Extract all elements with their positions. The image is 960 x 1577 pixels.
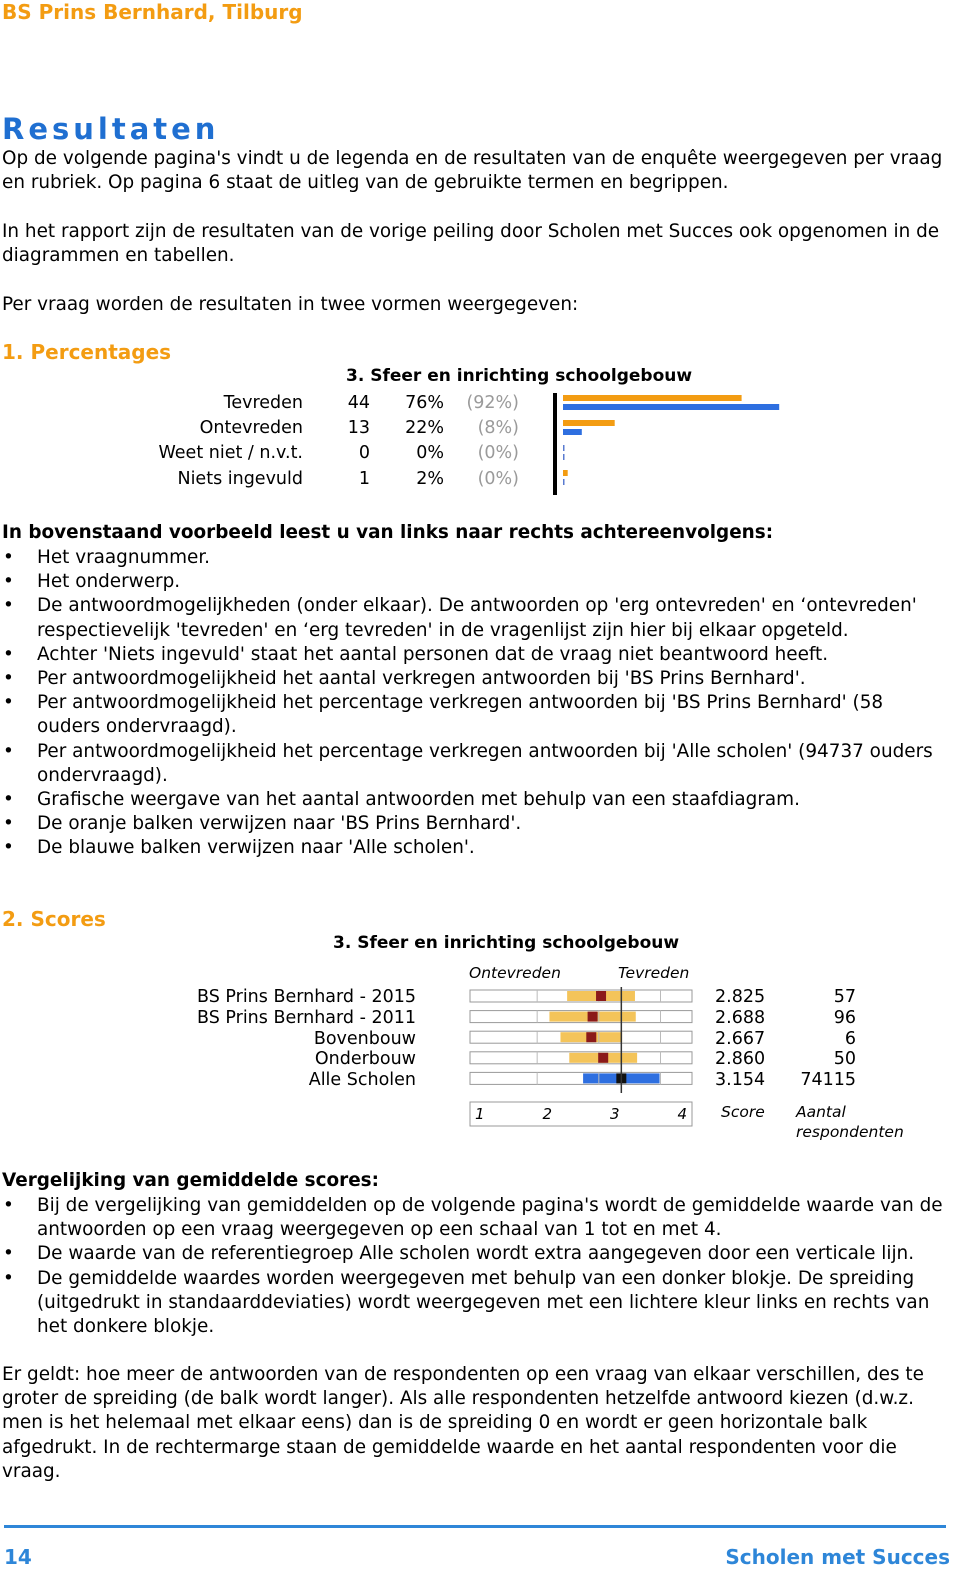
- list-item: • De gemiddelde waardes worden weergegeven met behulp van een donker blokje. De spreiding (uitgedrukt in standaarddeviaties) wordt weergegeven met een lichtere kleur links en rechts van het donkere blokje.: [0, 1267, 950, 1340]
- list-item: • Het vraagnummer.: [0, 546, 950, 570]
- explain-heading: In bovenstaand voorbeeld leest u van links naar rechts achtereenvolgens:: [2, 522, 774, 543]
- respondent-count: 6: [844, 1029, 856, 1049]
- list-item: • De oranje balken verwijzen naar 'BS Prins Bernhard'.: [0, 812, 950, 836]
- reference-percentage: (8%): [477, 418, 519, 438]
- bar-all-schools: [563, 479, 565, 485]
- compare-list: [0, 1194, 950, 1339]
- percentage-chart-title: 3. Sfeer en inrichting schoolgebouw: [346, 366, 693, 386]
- percentage-value: 0%: [416, 443, 444, 463]
- category-label: Ontevreden: [199, 418, 303, 438]
- mean-marker: [588, 1012, 598, 1022]
- respondent-count: 96: [833, 1008, 856, 1028]
- count-value: 1: [358, 469, 370, 489]
- list-item: • Per antwoordmogelijkheid het aantal verkregen antwoorden bij 'BS Prins Bernhard'.: [0, 667, 950, 691]
- percentage-value: 76%: [405, 393, 444, 413]
- score-value: 2.667: [715, 1029, 766, 1049]
- closing-paragraph: Er geldt: hoe meer de antwoorden van de respondenten op een vraag van elkaar verschillen, des te groter de spreiding (de balk wordt langer). Als alle respondenten hetzelfde antwoord kiezen (d.w.z. men is het helemaal met elkaar eens) dan is de spreiding 0 en wordt er geen horizontale balk afgedrukt. In de rechtermarge staan de gemiddelde waarde en het aantal respondenten voor die vraag.: [2, 1364, 924, 1482]
- count-value: 44: [347, 393, 370, 413]
- list-item: • Per antwoordmogelijkheid het percentage verkregen antwoorden bij 'Alle scholen' (94737 ouders ondervraagd).: [0, 740, 950, 788]
- category-label: Niets ingevuld: [177, 469, 303, 489]
- respondents-header-line2: respondenten: [796, 1123, 904, 1141]
- mean-marker: [596, 991, 606, 1001]
- score-value: 2.860: [715, 1049, 766, 1069]
- respondent-count: 74115: [800, 1070, 856, 1090]
- count-value: 13: [347, 418, 370, 438]
- mean-marker: [598, 1053, 608, 1063]
- score-row-label: Onderbouw: [314, 1049, 416, 1069]
- bar-all-schools: [563, 429, 582, 435]
- respondent-count: 50: [833, 1049, 856, 1069]
- percentage-value: 2%: [416, 469, 444, 489]
- school-name-header: BS Prins Bernhard, Tilburg: [2, 0, 303, 24]
- reference-percentage: (92%): [466, 393, 519, 413]
- section-scores-heading: 2. Scores: [2, 907, 106, 931]
- axis-tick-label: 2: [542, 1105, 553, 1123]
- list-item: • De waarde van de referentiegroep Alle scholen wordt extra aangegeven door een verticale lijn.: [0, 1242, 950, 1266]
- axis-tick-label: 4: [677, 1105, 688, 1123]
- intro-paragraph-1: Op de volgende pagina's vindt u de legenda en de resultaten van de enquête weergegeven per vraag en rubriek. Op pagina 6 staat de uitleg van de gebruikte termen en begrippen.: [2, 148, 943, 194]
- list-item: • De blauwe balken verwijzen naar 'Alle scholen'.: [0, 836, 950, 860]
- category-label: Weet niet / n.v.t.: [158, 443, 303, 463]
- list-item: • Per antwoordmogelijkheid het percentage verkregen antwoorden bij 'BS Prins Bernhard' (58 ouders ondervraagd).: [0, 691, 950, 739]
- scale-left-label: Ontevreden: [469, 964, 561, 982]
- intro-paragraph-2: In het rapport zijn de resultaten van de vorige peiling door Scholen met Succes ook opgenomen in de diagrammen en tabellen.: [2, 221, 940, 267]
- respondents-header-line1: Aantal: [796, 1103, 846, 1121]
- percentage-value: 22%: [405, 418, 444, 438]
- score-row-label: BS Prins Bernhard - 2015: [197, 987, 416, 1007]
- bar-school: [563, 445, 565, 451]
- axis-tick-label: 3: [610, 1105, 620, 1123]
- score-value: 2.825: [715, 987, 766, 1007]
- score-bar-chart: [465, 985, 700, 1130]
- axis-line: [553, 393, 557, 495]
- list-item: • Grafische weergave van het aantal antwoorden met behulp van een staafdiagram.: [0, 788, 950, 812]
- page-title: Resultaten: [2, 112, 220, 146]
- compare-heading: Vergelijking van gemiddelde scores:: [2, 1170, 379, 1191]
- bar-school: [563, 420, 615, 426]
- category-label: Tevreden: [223, 393, 303, 413]
- reference-percentage: (0%): [477, 443, 519, 463]
- list-item: • Achter 'Niets ingevuld' staat het aantal personen dat de vraag niet beantwoord heeft.: [0, 643, 950, 667]
- mean-marker: [586, 1032, 596, 1042]
- footer-brand: Scholen met Succes: [725, 1545, 950, 1569]
- score-value: 3.154: [715, 1070, 766, 1090]
- bar-school: [563, 470, 568, 476]
- section-percentages-heading: 1. Percentages: [2, 340, 172, 364]
- reference-percentage: (0%): [477, 469, 519, 489]
- list-item: • Bij de vergelijking van gemiddelden op de volgende pagina's wordt de gemiddelde waarde van de antwoorden op een vraag weergegeven op een schaal van 1 tot en met 4.: [0, 1194, 950, 1242]
- bar-school: [563, 395, 742, 401]
- list-item: • Het onderwerp.: [0, 570, 950, 594]
- list-item: • De antwoordmogelijkheden (onder elkaar). De antwoorden op 'erg ontevreden' en ‘ontevreden' respectievelijk 'tevreden' en ‘erg tevreden' in de vragenlijst zijn hier bij elkaar opgeteld.: [0, 594, 950, 642]
- axis-tick-label: 1: [475, 1105, 485, 1123]
- score-chart-title: 3. Sfeer en inrichting schoolgebouw: [333, 933, 680, 953]
- page-number: 14: [4, 1545, 32, 1569]
- score-row-label: Bovenbouw: [313, 1029, 416, 1049]
- score-row-label: BS Prins Bernhard - 2011: [197, 1008, 416, 1028]
- score-value: 2.688: [715, 1008, 766, 1028]
- scale-right-label: Tevreden: [618, 964, 690, 982]
- footer-divider: [4, 1525, 946, 1528]
- explain-list: [0, 546, 950, 861]
- axis-box: [470, 1102, 692, 1126]
- bar-all-schools: [563, 404, 779, 410]
- bar-all-schools: [563, 454, 565, 460]
- percentage-bar-chart: [550, 390, 810, 496]
- intro-paragraph-3: Per vraag worden de resultaten in twee vormen weergegeven:: [2, 294, 579, 315]
- score-row-label: Alle Scholen: [308, 1070, 416, 1090]
- count-value: 0: [358, 443, 370, 463]
- score-column-header: Score: [721, 1103, 765, 1121]
- respondent-count: 57: [833, 987, 856, 1007]
